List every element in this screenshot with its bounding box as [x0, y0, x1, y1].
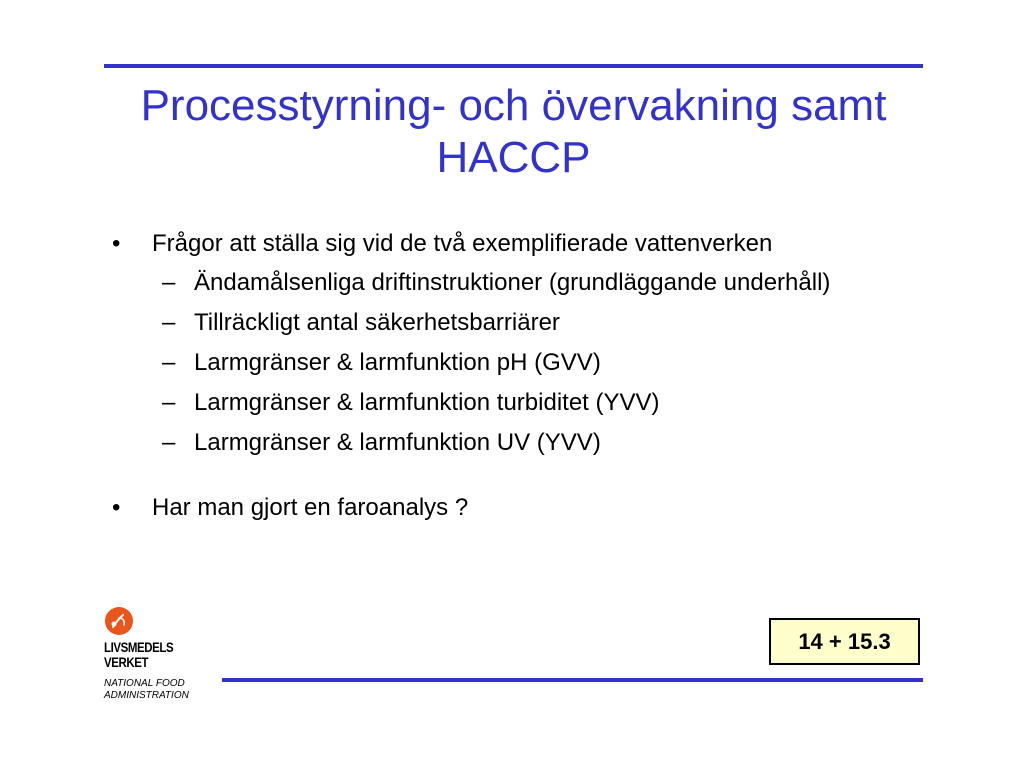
logo-wordmark — [104, 640, 202, 670]
logo-line-1: LIVSMEDELS — [104, 639, 174, 655]
livsmedelsverket-logo-icon — [104, 606, 134, 636]
dash-marker: – — [162, 269, 176, 296]
logo-sub-line-2: ADMINISTRATION — [104, 690, 189, 701]
bullet-text: Har man gjort en faroanalys ? — [152, 494, 469, 521]
sub-item — [112, 346, 914, 380]
bullet-list — [112, 228, 912, 524]
reference-box: 14 + 15.3 — [769, 618, 920, 665]
logo-sub-line-1: NATIONAL FOOD — [104, 678, 185, 689]
sub-item — [112, 306, 914, 340]
organization-logo — [104, 606, 224, 702]
sub-item-text: Larmgränser & larmfunktion turbiditet (YVV) — [194, 389, 660, 416]
sub-item — [112, 426, 914, 460]
dash-marker: – — [162, 429, 176, 456]
bullet-marker: • — [112, 494, 121, 521]
top-rule — [104, 64, 923, 68]
sub-item-text: Larmgränser & larmfunktion pH (GVV) — [194, 349, 601, 376]
bullet-item — [112, 492, 912, 524]
slide-title: Processtyrning- och övervakning samt HACCP — [140, 81, 887, 182]
sub-item — [112, 266, 914, 300]
dash-marker: – — [162, 309, 176, 336]
bottom-rule — [222, 678, 923, 682]
sub-list — [112, 266, 912, 460]
sub-item-text: Tillräckligt antal säkerhetsbarriärer — [194, 309, 560, 336]
sub-item-text: Larmgränser & larmfunktion UV (YVV) — [194, 429, 601, 456]
logo-subtitle — [104, 678, 224, 702]
bullet-text: Frågor att ställa sig vid de två exemplifierade vattenverken — [152, 230, 773, 257]
logo-line-2: VERKET — [104, 654, 149, 670]
sub-item — [112, 386, 914, 420]
bullet-item — [112, 228, 912, 260]
dash-marker: – — [162, 389, 176, 416]
bullet-marker: • — [112, 230, 121, 257]
sub-item-text: Ändamålsenliga driftinstruktioner (grundläggande underhåll) — [194, 269, 831, 296]
dash-marker: – — [162, 349, 176, 376]
